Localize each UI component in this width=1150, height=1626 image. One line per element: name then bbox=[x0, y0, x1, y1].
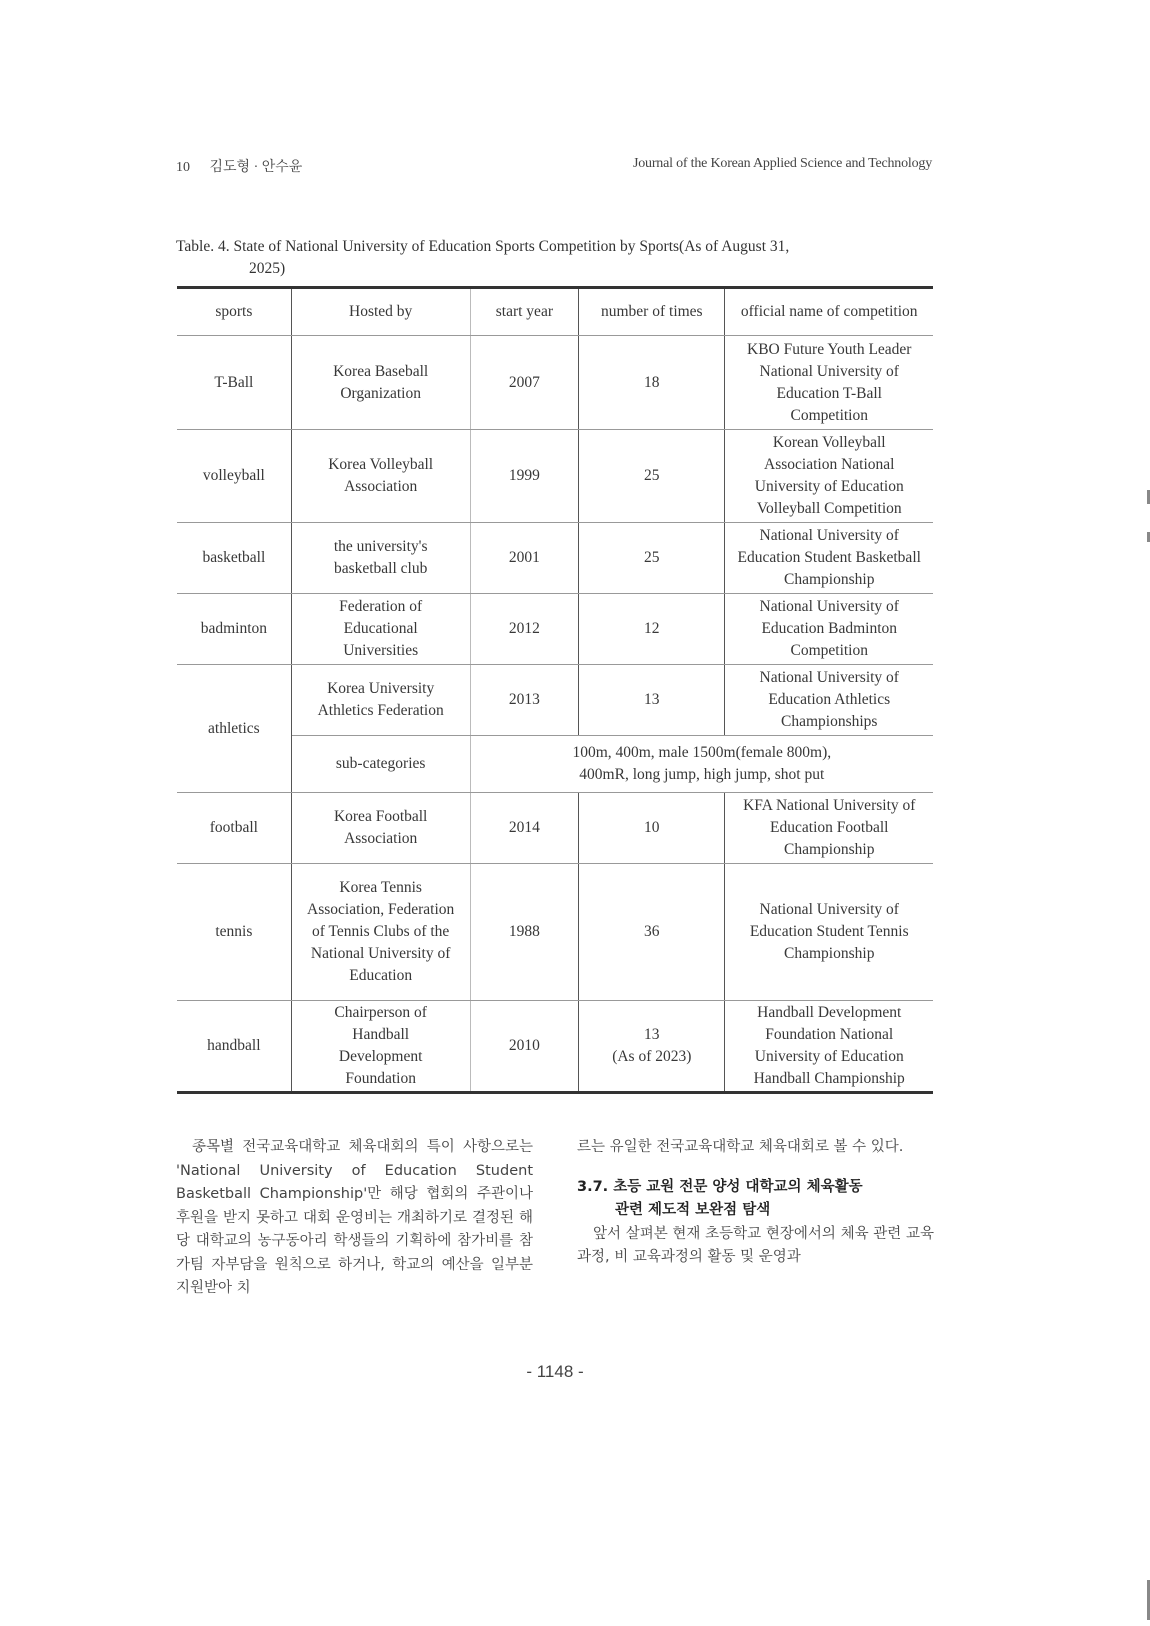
cell-start-year: 2012 bbox=[470, 594, 579, 665]
table-row-subcategories bbox=[177, 736, 933, 793]
cell-official-name-text: Korean Volleyball Association National University of Education Volleyball Competition bbox=[754, 434, 904, 517]
journal-title: Journal of the Korean Applied Science and Technology bbox=[633, 156, 932, 171]
cell-official-name bbox=[725, 594, 933, 665]
cell-official-name bbox=[725, 336, 933, 430]
column-header-hosted-by: Hosted by bbox=[291, 288, 470, 336]
cell-host bbox=[291, 594, 470, 665]
cell-host-text: Korea University Athletics Federation bbox=[317, 680, 444, 719]
cell-host bbox=[291, 523, 470, 594]
cell-times-note: (As of 2023) bbox=[612, 1048, 692, 1065]
cell-official-name-text: KBO Future Youth Leader National University of Education T-Ball Competition bbox=[747, 340, 912, 424]
body-paragraph-continuation: 르는 유일한 전국교육대학교 체육대회로 볼 수 있다. bbox=[577, 1139, 904, 1155]
cell-official-name bbox=[725, 1001, 933, 1093]
cell-host-text: Chairperson of Handball Development Foundation bbox=[334, 1004, 427, 1087]
column-header-number-of-times: number of times bbox=[579, 288, 725, 336]
cell-times: 10 bbox=[579, 793, 725, 864]
section-heading-line1: 3.7. 초등 교원 전문 양성 대학교의 체육활동 bbox=[577, 1178, 863, 1195]
table-header-row bbox=[177, 288, 933, 336]
cell-host-text: Korea Baseball Organization bbox=[333, 362, 429, 402]
cell-sport: tennis bbox=[177, 864, 291, 1001]
table-row bbox=[177, 336, 933, 430]
sports-competition-table bbox=[177, 286, 933, 1094]
cell-times: 18 bbox=[579, 336, 725, 430]
cell-times: 12 bbox=[579, 594, 725, 665]
cell-start-year: 1988 bbox=[470, 864, 579, 1001]
cell-official-name-text: National University of Education Badminton Competition bbox=[759, 598, 899, 659]
cell-host-text: Korea Tennis Association, Federation of Tennis Clubs of the National University of Education bbox=[307, 879, 455, 984]
table-row bbox=[177, 594, 933, 665]
cell-sport: football bbox=[177, 793, 291, 864]
cell-official-name bbox=[725, 793, 933, 864]
cell-host bbox=[291, 665, 470, 736]
page-number: 10 bbox=[176, 160, 190, 175]
cell-start-year: 1999 bbox=[470, 430, 579, 523]
table-row bbox=[177, 1001, 933, 1093]
column-header-official-name: official name of competition bbox=[725, 288, 933, 336]
cell-official-name bbox=[725, 864, 933, 1001]
cell-times: 25 bbox=[579, 523, 725, 594]
cell-times: 13 bbox=[579, 665, 725, 736]
cell-official-name-text: National University of Education Student Basketball Championship bbox=[737, 527, 921, 588]
sub-value-line2: 400mR, long jump, high jump, shot put bbox=[579, 766, 825, 783]
cell-host-text: Korea Volleyball Association bbox=[328, 456, 434, 495]
cell-times: 36 bbox=[579, 864, 725, 1001]
table-caption-line1: Table. 4. State of National University of Education Sports Competition by Sports(As of August 31, bbox=[176, 238, 790, 255]
section-heading bbox=[577, 1176, 934, 1223]
cell-times bbox=[579, 1001, 725, 1093]
cell-sub-label: sub-categories bbox=[291, 736, 470, 793]
cell-host bbox=[291, 1001, 470, 1093]
table-row bbox=[177, 864, 933, 1001]
cell-host bbox=[291, 430, 470, 523]
cell-sport: T-Ball bbox=[177, 336, 291, 430]
cell-times: 25 bbox=[579, 430, 725, 523]
cell-sport: volleyball bbox=[177, 430, 291, 523]
cell-official-name bbox=[725, 665, 933, 736]
cell-start-year: 2013 bbox=[470, 665, 579, 736]
cell-host-text: the university's basketball club bbox=[333, 538, 428, 577]
cell-times-value: 13 bbox=[644, 1026, 660, 1043]
cell-official-name-text: Handball Development Foundation National University of Education Handball Championship bbox=[753, 1004, 905, 1087]
authors: 김도형 · 안수윤 bbox=[209, 160, 303, 175]
cell-sport: athletics bbox=[177, 665, 291, 793]
running-header bbox=[176, 156, 932, 176]
cell-official-name-text: National University of Education Student Tennis Championship bbox=[749, 901, 909, 962]
table-row bbox=[177, 665, 933, 736]
cell-sport: badminton bbox=[177, 594, 291, 665]
table-caption bbox=[176, 236, 936, 280]
body-paragraph: 종목별 전국교육대학교 체육대회의 특이 사항으로는 'National University of Education Student Basketball Championship'만 해당 협회의 주관이나 후원을 받지 못하고 대회 운영비는 개최하기로 결정된 해당 대학교의 농구동아리 학생들의 기획하에 참가비를 참가팀 자부담을 원칙으로 하거나, 학교의 예산을 일부분 지원받아 치 bbox=[176, 1139, 533, 1296]
page-footer-number: - 1148 - bbox=[526, 1362, 584, 1381]
cell-host bbox=[291, 793, 470, 864]
cell-start-year: 2001 bbox=[470, 523, 579, 594]
cell-official-name bbox=[725, 523, 933, 594]
cell-official-name-text: National University of Education Athletics Championships bbox=[759, 669, 899, 730]
header-left bbox=[176, 156, 302, 176]
cell-host bbox=[291, 864, 470, 1001]
cell-sport: handball bbox=[177, 1001, 291, 1093]
table-caption-line2: 2025) bbox=[249, 260, 286, 277]
cell-official-name-text: KFA National University of Education Football Championship bbox=[743, 797, 916, 858]
table-row bbox=[177, 793, 933, 864]
cell-host-text: Federation of Educational Universities bbox=[339, 598, 423, 659]
body-column-right bbox=[577, 1136, 934, 1270]
cell-start-year: 2014 bbox=[470, 793, 579, 864]
body-column-left bbox=[176, 1136, 533, 1301]
column-header-start-year: start year bbox=[470, 288, 579, 336]
cell-start-year: 2010 bbox=[470, 1001, 579, 1093]
cell-start-year: 2007 bbox=[470, 336, 579, 430]
cell-sport: basketball bbox=[177, 523, 291, 594]
cell-sub-value bbox=[470, 736, 933, 793]
sub-value-line1: 100m, 400m, male 1500m(female 800m), bbox=[572, 744, 832, 761]
section-heading-line2: 관련 제도적 보완점 탐색 bbox=[615, 1202, 771, 1218]
table-row bbox=[177, 430, 933, 523]
column-header-sports: sports bbox=[177, 288, 291, 336]
table-row bbox=[177, 523, 933, 594]
cell-host bbox=[291, 336, 470, 430]
cell-host-text: Korea Football Association bbox=[333, 808, 428, 847]
section-paragraph: 앞서 살펴본 현재 초등학교 현장에서의 체육 관련 교육과정, 비 교육과정의 활동 및 운영과 bbox=[577, 1225, 934, 1265]
cell-official-name bbox=[725, 430, 933, 523]
